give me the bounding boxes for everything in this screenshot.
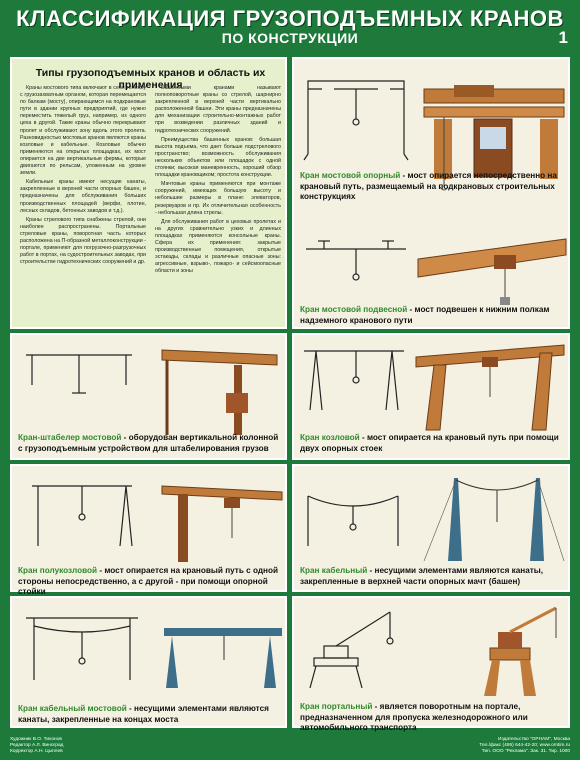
- caption-stacker: [18, 433, 283, 454]
- panel-overhead-support: [292, 57, 570, 329]
- cable-bridge-schematic: [26, 618, 138, 680]
- crane-name: Кран мостовой опорный: [300, 171, 401, 180]
- crane-name: Кран кабельный: [300, 566, 368, 575]
- crane-name: Кран кабельный мостовой: [18, 704, 127, 713]
- caption-cable-bridge: [18, 704, 283, 725]
- overhead-suspended-schematic: [306, 241, 406, 280]
- crane-name: Кран портальный: [300, 702, 373, 711]
- stacker-schematic: [26, 355, 132, 393]
- intro-paragraph: Краны стрелового типа снабжены стрелой, они наиболее распространены. Портальные стреловые краны, поворотная часть которых расположена на П-образной металлоконструкции - портале, применяют для погрузочно-разгрузочных работ в портах, на судостроительных заводах, при строительстве гидротехнических сооружений и др.: [20, 216, 146, 266]
- footer-line: Редактор А.Л. Виноград: [10, 743, 64, 748]
- portal-schematic: [310, 612, 393, 688]
- gantry-schematic: [304, 351, 404, 410]
- stacker-picture: [162, 350, 277, 435]
- semi-gantry-picture: [162, 486, 282, 562]
- footer-credits: [10, 737, 63, 755]
- crane-description: - несущими элементами являются канаты, закрепленные в верхней части опорных мачт (башен): [300, 566, 544, 586]
- intro-paragraph: Для обслуживания работ в цеховых пролетах и на других сравнительно узких и длинных площадках применяются консольные краны. Сфера их применения: закрытые производственные помещения, открытые эстакады, склады и различные опасные зоны: агрессивные, взрыво-, пожаро- и сейсмоопасные области и зоны: [155, 218, 281, 275]
- sheet-number: 1: [558, 28, 568, 47]
- intro-paragraph: Преимущества башенных кранов: большая высота подъема, что дает больше подстрелового пространство; возможность обслуживания нескольких объектов или площадок с одной стоянки; высокая маневренность, хороший обзор площадки крановщиком; простота конструкции.: [155, 136, 281, 179]
- intro-right-column: [155, 85, 281, 277]
- cable-schematic: [308, 496, 398, 546]
- crane-description: - мост опирается на крановый путь при помощи двух опорных стоек: [300, 433, 559, 453]
- crane-description: - является поворотным на портале, предназначенном для пропуска железнодорожного или автомобильного транспорта: [300, 702, 528, 732]
- intro-paragraph: Мачтовые краны применяются при монтаже сооружений, имеющих большую высоту и небольшие размеры в плане: элеваторов, резервуаров и пр. Их отличительная особенность - небольшая длина стрелы.: [155, 181, 281, 216]
- crane-description: - мост опирается непосредственно на крановый путь, размещаемый на подкрановых строительных конструкциях: [300, 171, 557, 201]
- footer-line: Тел./факс (495) 644-42-20; www.orntim.ru: [479, 743, 570, 748]
- crane-description: - мост подвешен к нижним полкам надземного кранового пути: [300, 305, 550, 325]
- caption-cable: [300, 566, 566, 587]
- crane-description: - оборудован вертикальной колонной с грузоподъемным устройством для штабелирования грузов: [18, 433, 279, 453]
- intro-paragraph: Башенными кранами называют полноповоротные краны со стрелой, шарнирно закрепленной в верхней части вертикально расположенной башни. Эти краны предназначены для механизации строительно-монтажных работ при возведении различных зданий и гидротехнических сооружений.: [155, 85, 281, 134]
- footer: [10, 737, 570, 759]
- overhead-suspended-picture: [418, 239, 566, 305]
- intro-paragraph: Краны мостового типа включают в себя тележку с грузозахватным органом, которая перемещается по балкам (мосту), опирающимся на подкрановые пути в здании крупных предприятий, где нужно переместить тяжелый груз, например, из одного цеха в другой. Такие краны обычно перекрывают пролет и обслуживают зону вдоль этого пролета. Разновидностью мостовых кранов являются краны козловые и кабельные. Козловые обычно применяются на открытых площадках, их мост опирается на две вертикальные фермы, которые двигаются по рельсам, уложенным на уровне земли.: [20, 85, 146, 177]
- intro-paragraph: Кабельные краны имеют несущие канаты, закрепленные в верхней части опорных башен, и предназначены для обслуживания больших производственных площадей (верфи, плотин, лесных складов, бетонных заводов и т.д.).: [20, 179, 146, 214]
- crane-description: - мост опирается на крановый путь с одной стороны непосредственно, а с другой - при помощи опорной стойки: [18, 566, 279, 596]
- crane-name: Кран мостовой подвесной: [300, 305, 408, 314]
- crane-description: - несущими элементами являются канаты, закрепленные на концах моста: [18, 704, 269, 724]
- panel-portal: [292, 596, 570, 732]
- panel-semi-gantry: [10, 464, 287, 596]
- gantry-picture: [416, 345, 564, 430]
- cable-bridge-picture: [164, 628, 282, 688]
- poster-title: КЛАССИФИКАЦИЯ ГРУЗОПОДЪЕМНЫХ КРАНОВ: [16, 6, 564, 31]
- caption-semi-gantry: [18, 566, 283, 598]
- intro-left-column: [20, 85, 146, 268]
- semi-gantry-schematic: [32, 486, 132, 546]
- cable-picture: [424, 478, 564, 561]
- portal-picture: [484, 608, 556, 696]
- footer-line: Тип. ООО "Реклама". Зак. 31. Тир. 1000: [481, 749, 570, 754]
- caption-overhead-suspended: [300, 305, 562, 326]
- caption-overhead-support: [300, 171, 562, 203]
- footer-line: Издательство "ОРНАМ", Москва: [498, 737, 570, 742]
- caption-portal: [300, 702, 566, 734]
- crane-name: Кран козловой: [300, 433, 360, 442]
- crane-name: Кран-штабелер мостовой: [18, 433, 122, 442]
- footer-line: Корректор А.Н. Цыплев: [10, 749, 63, 754]
- panel-gantry: [292, 333, 570, 460]
- overhead-support-schematic: [304, 81, 408, 160]
- caption-gantry: [300, 433, 566, 454]
- poster-subtitle: ПО КОНСТРУКЦИИ: [221, 30, 359, 46]
- crane-name: Кран полукозловой: [18, 566, 98, 575]
- panel-stacker: [10, 333, 287, 460]
- footer-line: Художник В.О. Тихонов: [10, 737, 62, 742]
- intro-title: Типы грузоподъемных кранов и область их применения: [35, 67, 266, 91]
- panel-cable: [292, 464, 570, 592]
- intro-panel: [10, 57, 287, 329]
- header: [0, 0, 580, 52]
- footer-publisher: [479, 737, 570, 755]
- panel-cable-bridge: [10, 596, 287, 728]
